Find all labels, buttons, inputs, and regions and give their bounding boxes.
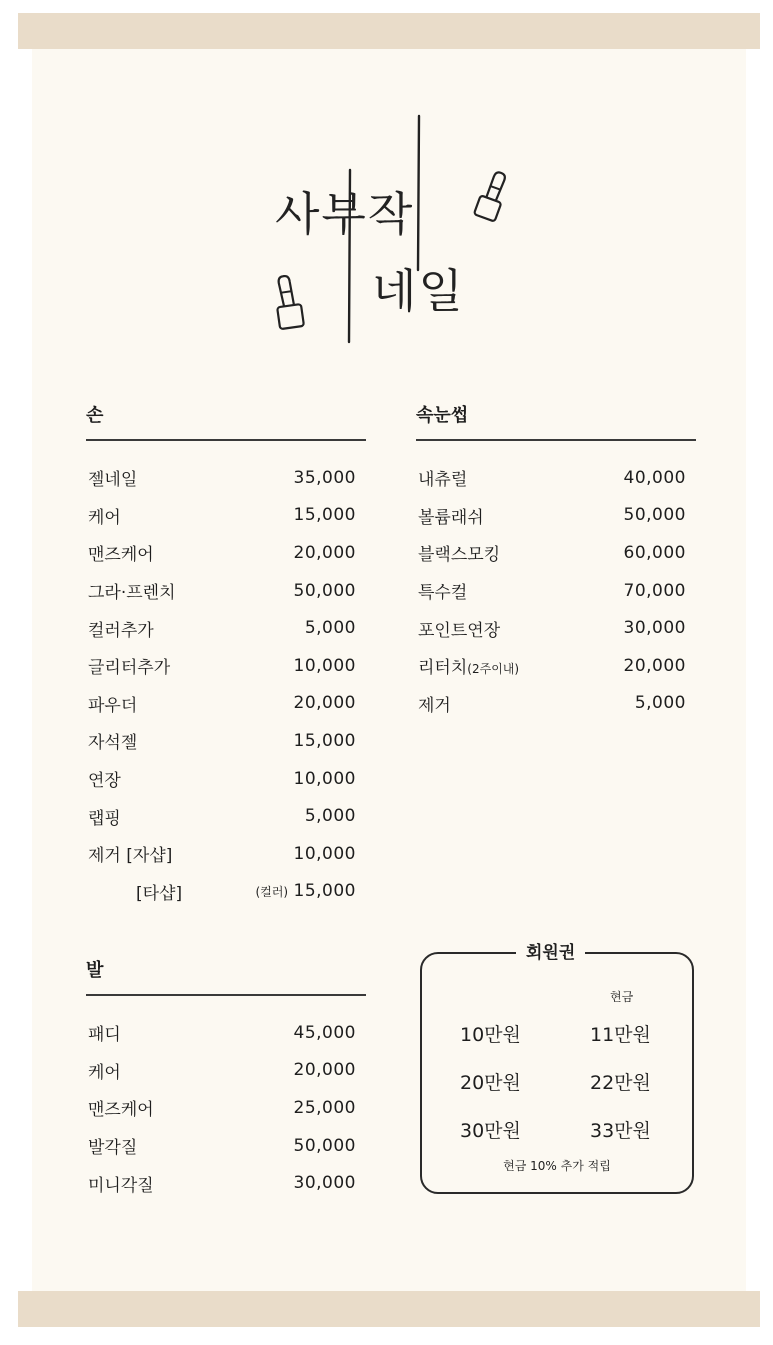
section-divider <box>86 439 366 441</box>
section-divider <box>86 994 366 996</box>
list-item: 특수컬 70,000 <box>418 580 686 604</box>
section-divider <box>416 439 696 441</box>
list-item: 제거 [자샵] 10,000 <box>88 843 356 867</box>
membership-card: 회원권 현금 10만원 11만원 20만원 22만원 30만원 33만원 현금 10% 추가 적립 <box>420 952 694 1194</box>
list-item: 케어 20,000 <box>88 1060 356 1083</box>
list-item: 포인트연장 30,000 <box>418 618 686 641</box>
list-item: 발각질 50,000 <box>88 1135 356 1159</box>
list-item: 맨즈케어 25,000 <box>88 1097 356 1121</box>
foot-section <box>86 960 366 1202</box>
list-item: 미니각질 30,000 <box>88 1173 356 1196</box>
list-item: 자석젤 15,000 <box>88 730 356 754</box>
list-item: 볼륨래쉬 50,000 <box>418 505 686 528</box>
list-item: 케어 15,000 <box>88 505 356 528</box>
list-item: 제거 5,000 <box>418 693 686 716</box>
membership-title: 회원권 <box>516 940 585 966</box>
lash-section <box>416 405 696 722</box>
list-item: 연장 10,000 <box>88 768 356 792</box>
list-item: 그라·프렌치 50,000 <box>88 580 356 604</box>
list-item: 젤네일 35,000 <box>88 467 356 491</box>
list-item: 블랙스모킹 60,000 <box>418 542 686 566</box>
list-item: 파우더 20,000 <box>88 693 356 716</box>
list-item: 랩핑 5,000 <box>88 806 356 829</box>
top-band <box>18 13 760 49</box>
section-title: 손 <box>86 405 104 426</box>
hand-section <box>86 405 366 910</box>
nail-polish-icon <box>474 169 511 222</box>
cash-column-label: 현금 <box>610 990 634 1004</box>
membership-note: 현금 10% 추가 적립 <box>503 1159 611 1173</box>
list-item: 컬러추가 5,000 <box>88 618 356 641</box>
list-item: 리터치(2주이내) 20,000 <box>418 655 686 679</box>
list-item: 맨즈케어 20,000 <box>88 542 356 566</box>
bottom-band <box>18 1291 760 1327</box>
brand-name-line1: 사부작 <box>275 187 415 241</box>
brand-name-line2: 네일 <box>372 264 465 318</box>
list-item: [타샵] (컬러) 15,000 <box>136 881 356 904</box>
list-item: 내츄럴 40,000 <box>418 467 686 491</box>
list-item: 글리터추가 10,000 <box>88 655 356 679</box>
section-title: 발 <box>86 960 104 981</box>
nail-polish-icon <box>273 274 304 329</box>
list-item: 패디 45,000 <box>88 1022 356 1046</box>
section-title: 속눈썹 <box>416 405 469 426</box>
